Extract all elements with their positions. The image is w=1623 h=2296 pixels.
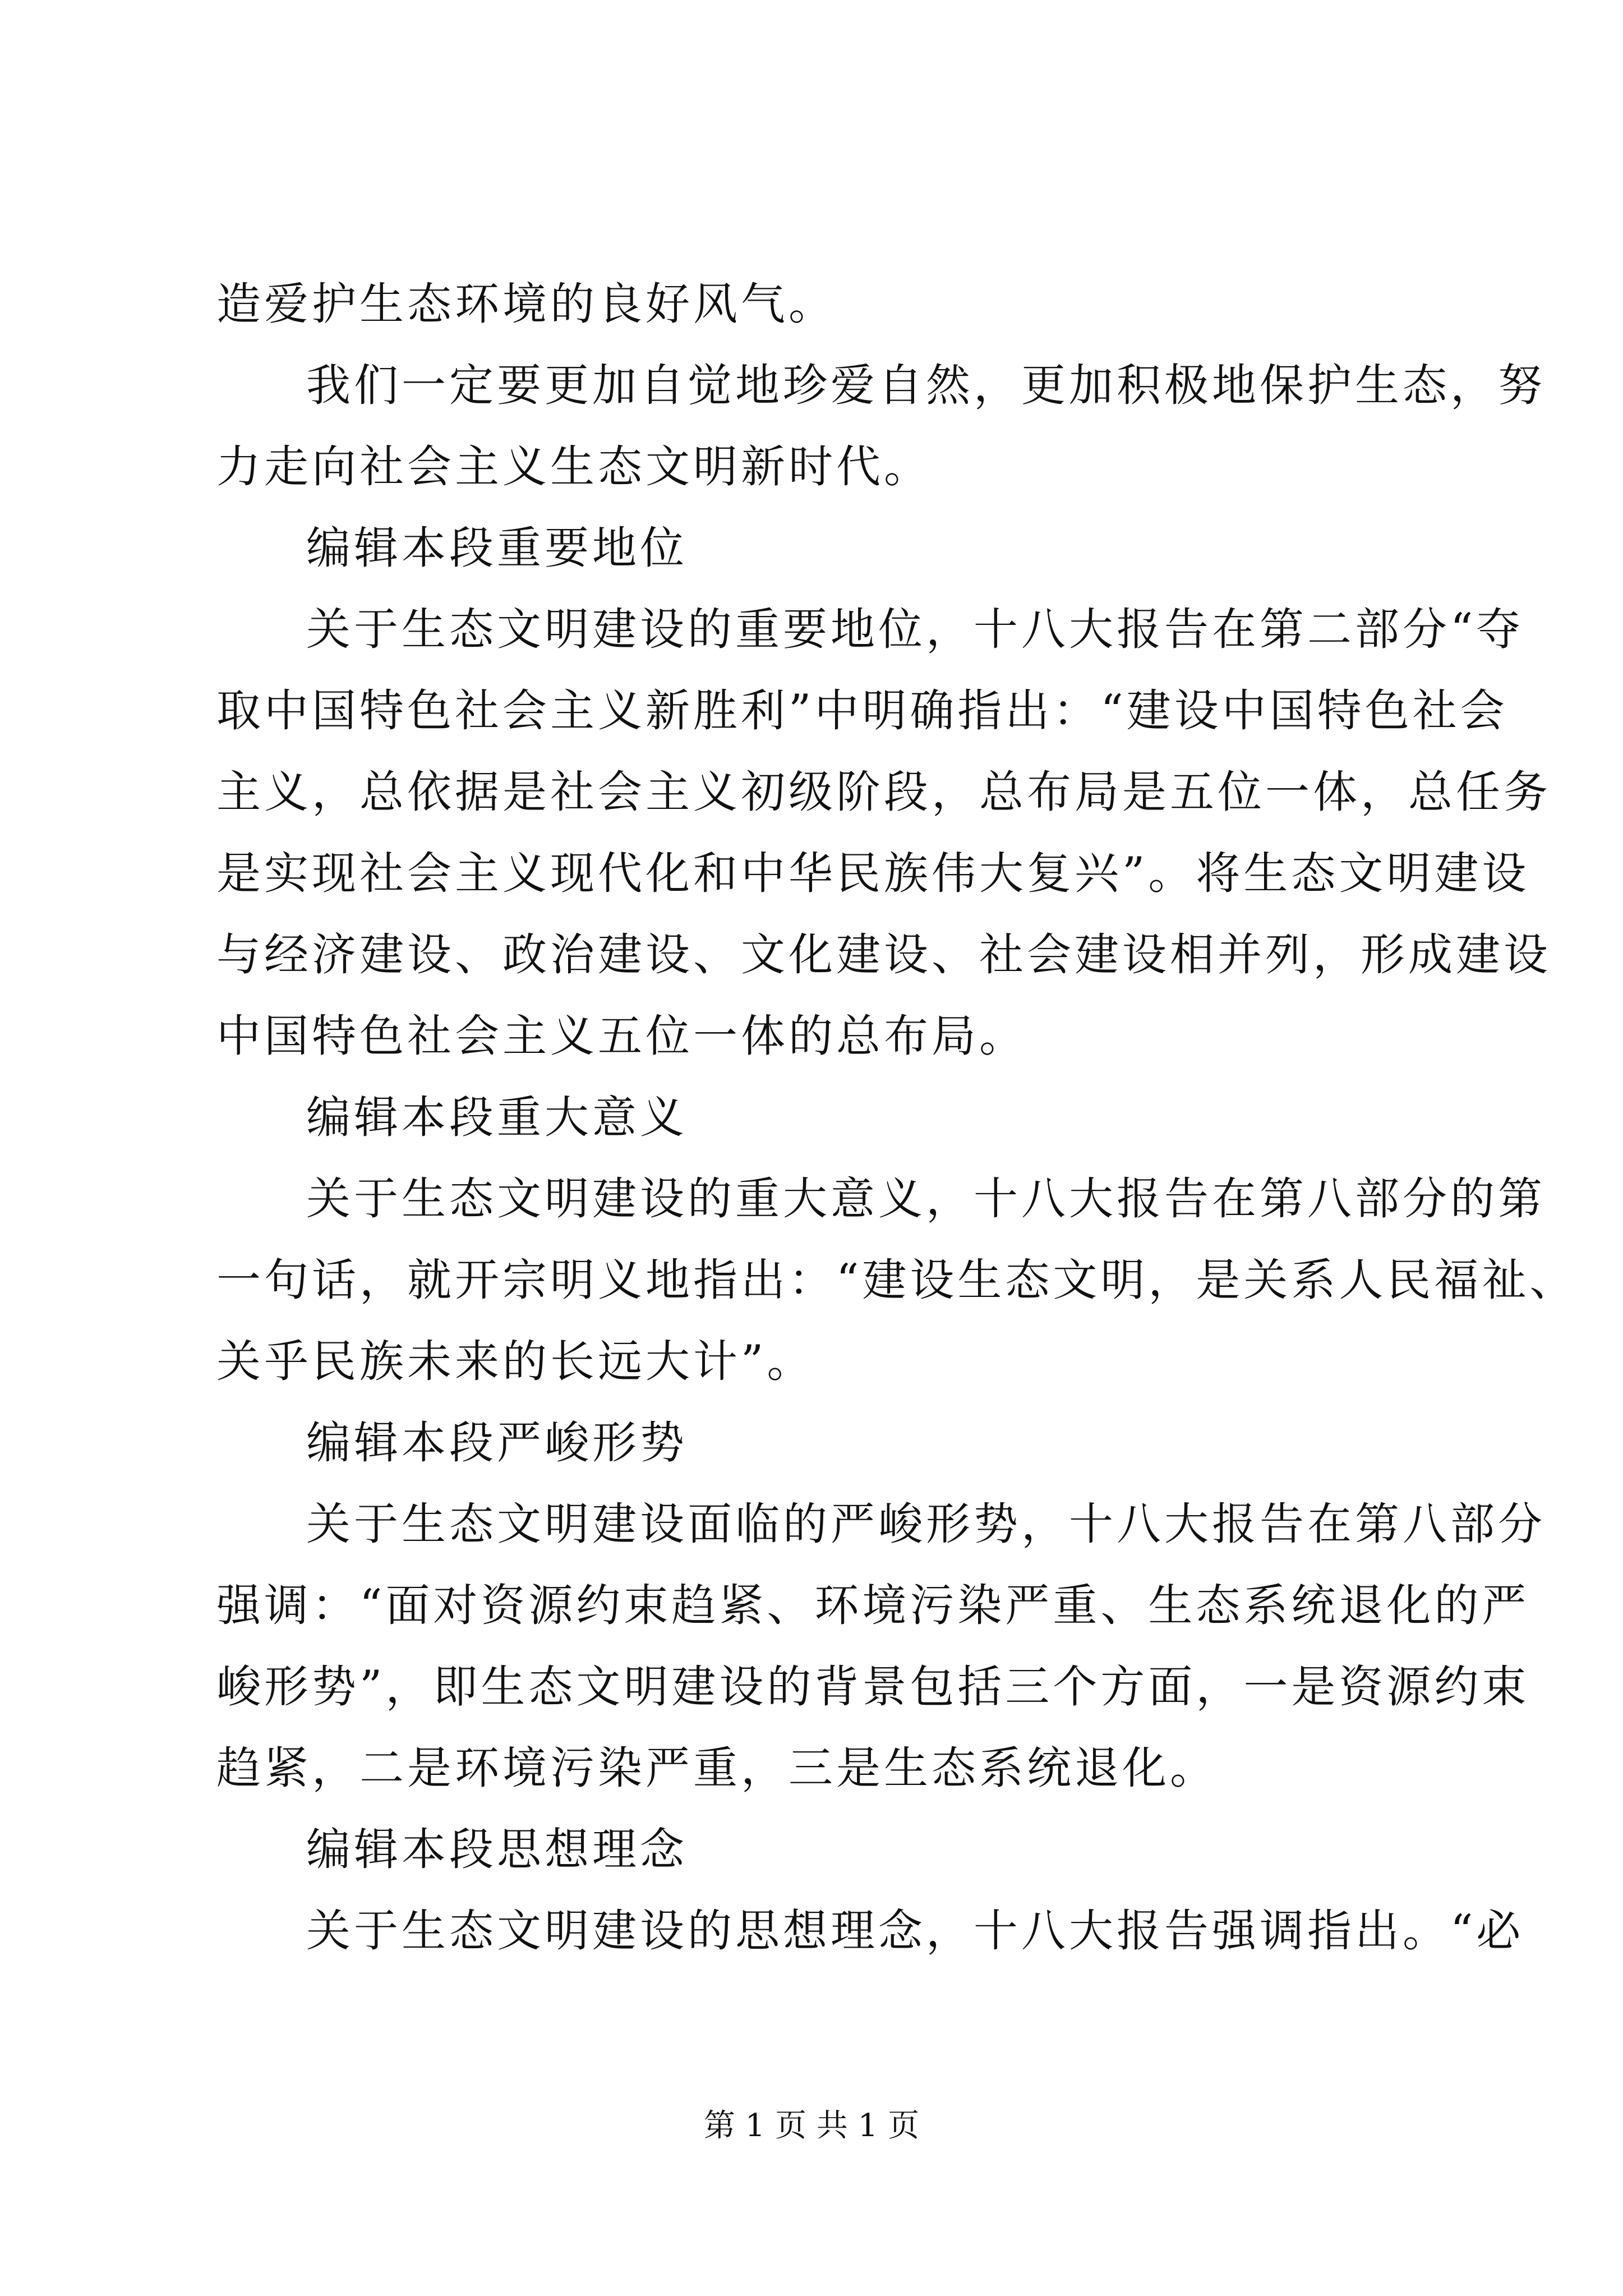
- text-line: 关于生态文明建设的思想理念，十八大报告强调指出。“必: [306, 1905, 1524, 1957]
- document-body: [216, 264, 1578, 1972]
- text-line: 我们一定要更加自觉地珍爱自然，更加积极地保护生态，努: [306, 360, 1546, 411]
- text-line: 强调：“面对资源约束趋紧、环境污染严重、生态系统退化的严: [216, 1580, 1530, 1631]
- text-line: 中国特色社会主义五位一体的总布局。: [216, 1010, 1027, 1062]
- text-line: 造爱护生态环境的良好风气。: [216, 278, 836, 330]
- text-line: 峻形势”，即生态文明建设的背景包括三个方面，一是资源约束: [216, 1661, 1530, 1713]
- text-line: 取中国特色社会主义新胜利”中明确指出：“建设中国特色社会: [216, 685, 1508, 737]
- section-heading-situation: 编辑本段严峻形势: [306, 1417, 688, 1469]
- text-line: 主义，总依据是社会主义初级阶段，总布局是五位一体，总任务: [216, 766, 1551, 818]
- page-number-footer: 第 1 页 共 1 页: [703, 2108, 920, 2144]
- text-line: 关于生态文明建设面临的严峻形势，十八大报告在第八部分: [306, 1498, 1546, 1550]
- text-line: 关乎民族未来的长远大计”。: [216, 1336, 815, 1387]
- text-line: 关于生态文明建设的重大意义，十八大报告在第八部分的第: [306, 1173, 1546, 1225]
- text-line: 趋紧，二是环境污染严重，三是生态系统退化。: [216, 1742, 1218, 1794]
- section-heading-significance: 编辑本段重大意义: [306, 1092, 688, 1143]
- text-line: 一句话，就开宗明义地指出：“建设生态文明，是关系人民福祉、: [216, 1254, 1578, 1306]
- text-line: 与经济建设、政治建设、文化建设、社会建设相并列，形成建设: [216, 929, 1551, 981]
- text-line: 是实现社会主义现代化和中华民族伟大复兴”。将生态文明建设: [216, 848, 1530, 899]
- section-heading-importance: 编辑本段重要地位: [306, 522, 688, 574]
- text-line: 力走向社会主义生态文明新时代。: [216, 441, 932, 493]
- section-heading-philosophy: 编辑本段思想理念: [306, 1824, 688, 1875]
- text-line: 关于生态文明建设的重要地位，十八大报告在第二部分“夺: [306, 604, 1524, 655]
